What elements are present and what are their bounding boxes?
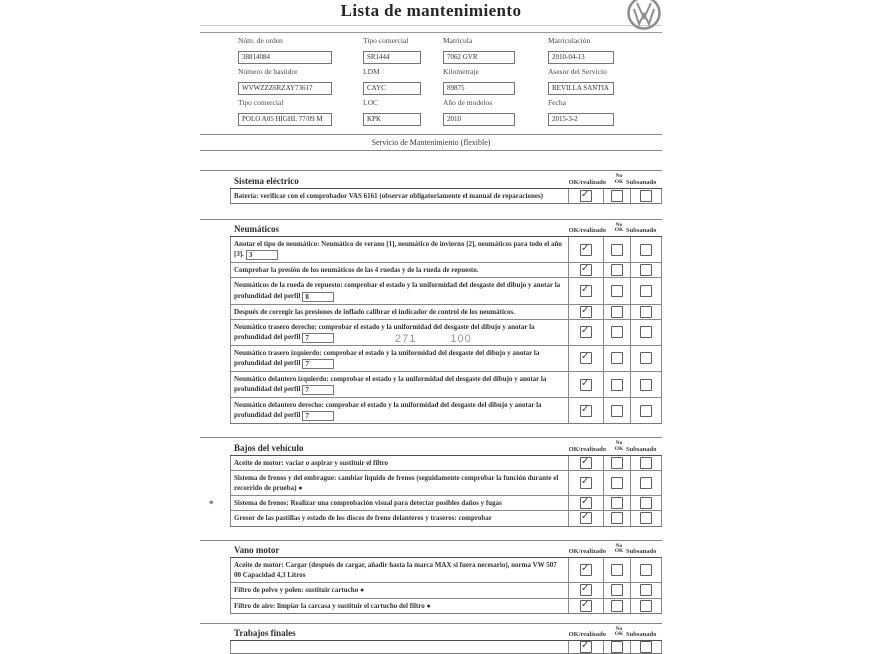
field-label: Kilometraje (443, 67, 479, 76)
row-description-text: Neumático trasero derecho: comprobar el estado y la uniformidad del desgaste del dibujo y anotar la profundidad del perfil (234, 322, 535, 341)
section-title: Trabajos finales (234, 628, 296, 639)
no-ok-checkbox (611, 457, 623, 469)
field-label: Tipo comercial (363, 36, 409, 45)
row-description (230, 346, 569, 371)
section-header (200, 171, 662, 188)
document-title: Lista de mantenimiento (340, 1, 522, 20)
row-description (230, 641, 569, 653)
no-ok-cell (604, 599, 631, 613)
subsanado-cell (631, 320, 662, 345)
ok-cell (569, 263, 604, 277)
column-header-ok (568, 445, 606, 453)
subsanado-checkbox (640, 405, 652, 417)
checklist-section (200, 170, 662, 204)
subsanado-checkbox (640, 190, 652, 202)
section-header (200, 220, 662, 237)
column-header-no-ok-line2: OK (614, 227, 624, 234)
row-description (230, 471, 569, 495)
column-header-subsanado-label: Subsanado (626, 178, 657, 186)
column-header-no-ok-line2: OK (614, 446, 624, 453)
row-description-text: Sistema de frenos: Realizar una comprobación visual para detectar posibles daños y fugas (234, 499, 502, 508)
checklist-row (230, 372, 662, 398)
ok-cell (569, 599, 604, 613)
no-ok-cell (604, 346, 631, 371)
row-description-text: Neumático delantero izquierdo: comprobar el estado y la uniformidad del desgaste del dibujo y anotar la profundidad del perfil (234, 375, 547, 394)
field-label: Asesor del Servicio (548, 67, 607, 76)
field-label: Matriculación (548, 36, 591, 45)
field-value-box: 38814084 (238, 51, 332, 64)
checklist-row (230, 278, 662, 304)
ok-checkbox (580, 564, 592, 576)
header-form (200, 33, 662, 129)
no-ok-cell (604, 189, 631, 203)
column-header-subsanado (626, 227, 662, 235)
checklist-sections (200, 170, 662, 654)
column-header-subsanado (626, 178, 662, 186)
field-value-box: WVWZZZ6RZAY73617 (238, 82, 332, 95)
form-field (363, 67, 443, 95)
row-description-text: Neumático delantero derecho: comprobar el estado y la uniformidad del desgaste del dibujo y anotar la profundidad del perfil (234, 401, 542, 420)
field-value-box: POLO A05 HIGHL 77/09 M (238, 113, 332, 126)
ok-checkbox (580, 379, 592, 391)
subsanado-cell (631, 278, 662, 303)
checklist-row (209, 496, 662, 511)
column-header-subsanado (626, 445, 662, 453)
row-description-text: Batería: verificar con el comprobador VAS 6161 (observar obligatoriamente el manual de reparaciones) (234, 191, 544, 200)
form-field (443, 98, 548, 126)
form-field (238, 98, 363, 126)
field-value-box: 89875 (443, 82, 515, 95)
row-description-text: Neumático trasero izquierdo: comprobar el estado y la uniformidad del desgaste del dibujo y anotar la profundidad del perfil (234, 348, 540, 368)
column-header-ok (568, 548, 606, 556)
no-ok-cell (604, 496, 631, 510)
row-description (230, 263, 569, 277)
ok-checkbox (580, 306, 592, 318)
checklist-row (230, 305, 662, 320)
form-field (363, 36, 443, 64)
row-description (230, 305, 569, 319)
field-label: Tipo comercial (238, 98, 284, 107)
row-description (230, 558, 569, 582)
subsanado-cell (631, 305, 662, 319)
no-ok-checkbox (611, 285, 623, 297)
field-value-box: 2010-04-13 (548, 51, 614, 64)
row-description-text: Aceite de motor: Cargar (después de cargar, añadir hasta la marca MAX si fuera necesario), norma VW 507 00 Capacidad 4,3 Litros (234, 561, 557, 580)
field-value-box: KPK (363, 113, 421, 126)
field-label: Núm. de orden (238, 36, 283, 45)
column-header-ok (568, 631, 606, 639)
column-header-subsanado-label: Subsanado (626, 445, 657, 453)
column-header-no-ok-line1: No (615, 221, 623, 228)
no-ok-cell (604, 471, 631, 495)
no-ok-cell (604, 237, 631, 262)
inline-value-box: 3 (246, 250, 278, 260)
row-marker: * (209, 499, 214, 510)
ok-checkbox (580, 190, 592, 202)
checklist-row (230, 558, 662, 583)
no-ok-checkbox (611, 584, 623, 596)
section-title: Sistema eléctrico (234, 175, 299, 186)
ok-checkbox (580, 285, 592, 297)
ok-cell (569, 558, 604, 582)
service-type-banner: Servicio de Mantenimiento (flexible) (200, 134, 662, 151)
subsanado-checkbox (640, 512, 652, 524)
section-title: Bajos del vehículo (234, 442, 304, 453)
no-ok-cell (604, 263, 631, 277)
column-header-ok-label: OK/realizado (568, 445, 606, 453)
section-table (230, 557, 662, 614)
ok-checkbox (580, 352, 592, 364)
column-header-subsanado (626, 631, 662, 639)
vw-logo-icon (626, 0, 662, 31)
row-description (230, 278, 569, 303)
inline-value-box: 8 (302, 292, 334, 302)
checklist-section (200, 623, 662, 654)
subsanado-checkbox (640, 264, 652, 276)
subsanado-cell (631, 583, 662, 597)
no-ok-checkbox (611, 641, 623, 653)
ok-cell (569, 320, 604, 345)
no-ok-checkbox (611, 477, 623, 489)
row-description (230, 496, 569, 510)
subsanado-checkbox (640, 352, 652, 364)
row-description-text: Filtro de aire: limpiar la carcasa y sustituir el cartucho del filtro ● (234, 601, 431, 610)
no-ok-checkbox (611, 497, 623, 509)
no-ok-cell (604, 641, 631, 653)
row-description (230, 456, 569, 470)
checklist-row (230, 346, 662, 372)
row-description-text: Aceite de motor: vaciar o aspirar y sustituir el filtro (234, 458, 389, 467)
ok-cell (569, 346, 604, 371)
form-field (363, 98, 443, 126)
section-table (209, 455, 662, 527)
no-ok-cell (604, 456, 631, 470)
section-header (200, 438, 662, 455)
subsanado-cell (631, 372, 662, 397)
section-title: Vano motor (234, 545, 280, 556)
ok-checkbox (580, 326, 592, 338)
subsanado-cell (631, 456, 662, 470)
column-header-subsanado-label: Subsanado (626, 548, 657, 556)
ok-checkbox (580, 405, 592, 417)
no-ok-checkbox (611, 600, 623, 612)
column-header-subsanado-label: Subsanado (626, 631, 657, 639)
column-header-subsanado (626, 548, 662, 556)
ok-checkbox (580, 497, 592, 509)
no-ok-checkbox (611, 244, 623, 256)
row-description-text: Filtro de polvo y polen: sustituir cartucho ● (234, 586, 365, 595)
ok-checkbox (580, 512, 592, 524)
no-ok-cell (604, 398, 631, 423)
subsanado-cell (631, 599, 662, 613)
checklist-row (230, 237, 662, 263)
column-header-no-ok-line1: No (615, 542, 623, 549)
field-label: Número de bastidor (238, 67, 298, 76)
no-ok-checkbox (611, 306, 623, 318)
section-header (200, 624, 662, 641)
subsanado-checkbox (640, 497, 652, 509)
form-field (238, 36, 363, 64)
column-header-no-ok-line2: OK (614, 548, 624, 555)
form-field (548, 67, 700, 95)
ok-cell (569, 641, 604, 653)
field-label: Año de modelos (443, 98, 493, 107)
subsanado-checkbox (640, 600, 652, 612)
checklist-section (200, 540, 662, 614)
no-ok-checkbox (611, 264, 623, 276)
no-ok-cell (604, 511, 631, 525)
subsanado-cell (631, 398, 662, 423)
ok-cell (569, 511, 604, 525)
field-value-box: 2015-3-2 (548, 113, 614, 126)
ok-cell (569, 456, 604, 470)
form-field (548, 36, 700, 64)
row-description (230, 237, 569, 262)
no-ok-cell (604, 305, 631, 319)
no-ok-cell (604, 558, 631, 582)
column-header-ok-label: OK/realizado (568, 631, 606, 639)
ok-cell (569, 372, 604, 397)
no-ok-cell (604, 372, 631, 397)
subsanado-cell (631, 346, 662, 371)
subsanado-cell (631, 471, 662, 495)
row-description-text: Sistema de frenos y del embrague: cambiar líquido de frenos (seguidamente comprobar la función durante el recorrido de prueba) ● (234, 474, 559, 493)
field-value-box: REVILLA SANTIA (548, 82, 614, 95)
section-table (230, 236, 662, 424)
subsanado-checkbox (640, 379, 652, 391)
ok-cell (569, 278, 604, 303)
no-ok-cell (604, 583, 631, 597)
subsanado-cell (631, 496, 662, 510)
subsanado-cell (631, 641, 662, 653)
subsanado-checkbox (640, 326, 652, 338)
checklist-row (230, 511, 662, 525)
form-field (548, 98, 700, 126)
checklist-section (200, 219, 662, 425)
field-label: LOC (363, 98, 378, 107)
scan-artifact-right: 100 (450, 333, 472, 345)
section-table (230, 640, 662, 654)
ok-checkbox (580, 457, 592, 469)
no-ok-checkbox (611, 512, 623, 524)
field-value-box: 7062 GVR (443, 51, 515, 64)
inline-value-box: 7 (302, 411, 334, 421)
column-header-no-ok-line2: OK (614, 178, 624, 185)
row-description-text: Después de corregir las presiones de inflado calibrar el indicador de control de los neumáticos. (234, 307, 515, 316)
row-description (230, 398, 569, 423)
no-ok-checkbox (611, 379, 623, 391)
ok-cell (569, 305, 604, 319)
row-description (230, 511, 569, 525)
ok-checkbox (580, 584, 592, 596)
inline-value-box: 7 (302, 333, 334, 343)
field-label: Fecha (548, 98, 566, 107)
scan-artifact-left: 271 (395, 333, 417, 345)
form-field (443, 67, 548, 95)
ok-checkbox (580, 600, 592, 612)
ok-cell (569, 496, 604, 510)
column-header-ok-label: OK/realizado (568, 548, 606, 556)
row-description-text: Neumáticos de la rueda de repuesto: comprobar el estado y la uniformidad del desgaste del dibujo y anotar la profundidad del perfil (234, 281, 561, 300)
row-description (230, 599, 569, 613)
ok-cell (569, 398, 604, 423)
field-value-box: SR1444 (363, 51, 421, 64)
subsanado-checkbox (640, 285, 652, 297)
subsanado-checkbox (640, 306, 652, 318)
row-description (230, 372, 569, 397)
subsanado-checkbox (640, 584, 652, 596)
ok-checkbox (580, 641, 592, 653)
ok-cell (569, 583, 604, 597)
row-description-text: Anotar el tipo de neumático: Neumático de verano [1], neumático de invierno [2], neumáticos para todo el año [3]. (234, 240, 562, 259)
column-header-no-ok-line2: OK (614, 631, 624, 638)
ok-cell (569, 237, 604, 262)
column-header-ok (568, 227, 606, 235)
inline-value-box: 7 (302, 385, 334, 395)
column-header-ok-label: OK/realizado (568, 178, 606, 186)
subsanado-cell (631, 237, 662, 262)
no-ok-checkbox (611, 326, 623, 338)
section-table (230, 188, 662, 204)
field-value-box: CAYC (363, 82, 421, 95)
no-ok-checkbox (611, 564, 623, 576)
subsanado-checkbox (640, 564, 652, 576)
no-ok-cell (604, 320, 631, 345)
checklist-row (230, 189, 662, 203)
subsanado-cell (631, 511, 662, 525)
no-ok-cell (604, 278, 631, 303)
ok-cell (569, 471, 604, 495)
row-description-text: Comprobar la presión de los neumáticos de las 4 ruedas y de la rueda de repuesto. (234, 266, 479, 275)
column-header-no-ok-line1: No (615, 625, 623, 632)
ok-checkbox (580, 477, 592, 489)
no-ok-checkbox (611, 190, 623, 202)
column-header-subsanado-label: Subsanado (626, 227, 657, 235)
divider (200, 25, 662, 26)
field-label: LDM (363, 67, 380, 76)
subsanado-checkbox (640, 457, 652, 469)
maintenance-checklist-document (200, 0, 662, 654)
subsanado-checkbox (640, 244, 652, 256)
form-field (238, 67, 363, 95)
no-ok-checkbox (611, 352, 623, 364)
checklist-row (230, 471, 662, 496)
form-field (443, 36, 548, 64)
ok-checkbox (580, 264, 592, 276)
row-description-text: Grosor de las pastillas y estado de los discos de freno delanteros y traseros: comprobar (234, 514, 492, 523)
checklist-row (230, 599, 662, 613)
checklist-row (230, 456, 662, 471)
subsanado-checkbox (640, 477, 652, 489)
column-header-ok-label: OK/realizado (568, 227, 606, 235)
subsanado-cell (631, 189, 662, 203)
scan-artifact-watermark (395, 333, 472, 345)
checklist-section (200, 437, 662, 526)
ok-cell (569, 189, 604, 203)
section-header (200, 541, 662, 558)
field-label: Matrícula (443, 36, 473, 45)
no-ok-checkbox (611, 405, 623, 417)
checklist-row (230, 263, 662, 278)
field-value-box: 2010 (443, 113, 515, 126)
column-header-no-ok-line1: No (615, 173, 623, 179)
subsanado-checkbox (640, 641, 652, 653)
column-header-ok (568, 178, 606, 186)
ok-checkbox (580, 244, 592, 256)
subsanado-cell (631, 263, 662, 277)
checklist-row (230, 641, 662, 653)
checklist-row (230, 583, 662, 598)
row-description (230, 583, 569, 597)
column-header-no-ok-line1: No (615, 440, 623, 447)
section-title: Neumáticos (234, 224, 279, 235)
row-description (230, 189, 569, 203)
subsanado-cell (631, 558, 662, 582)
checklist-row (230, 398, 662, 423)
inline-value-box: 7 (302, 359, 334, 369)
